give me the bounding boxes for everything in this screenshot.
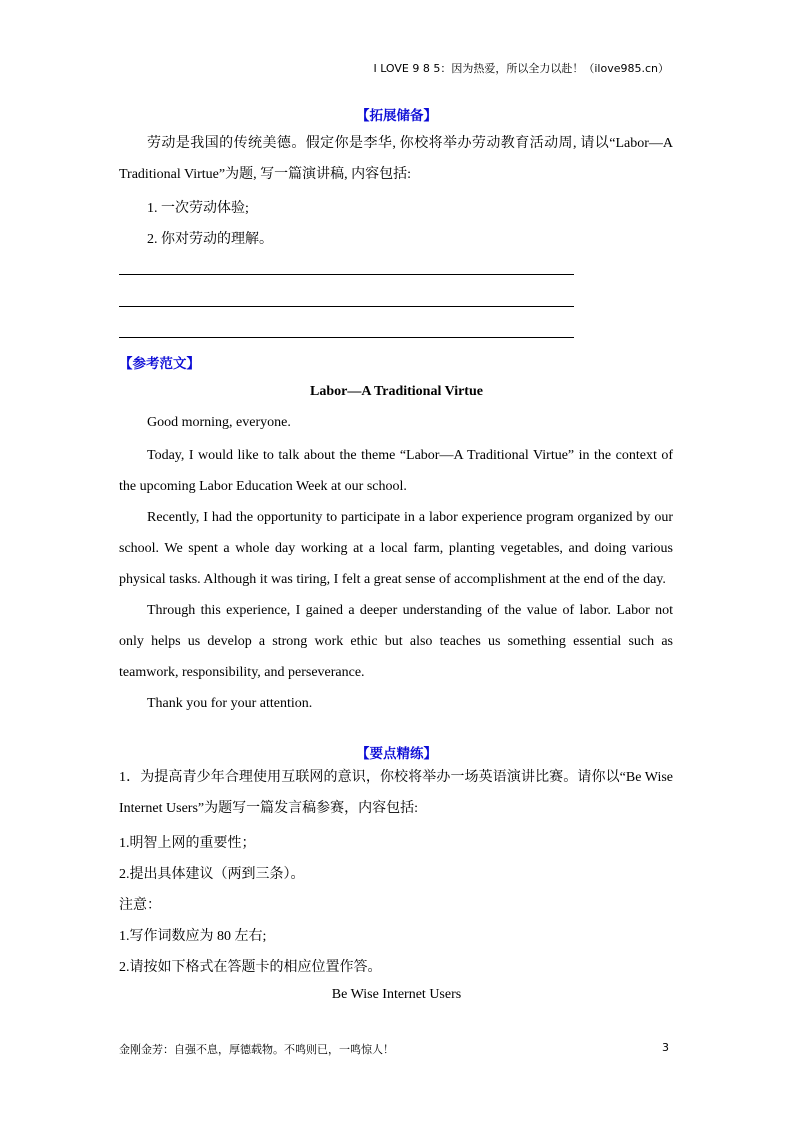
practice-item-2: 2.提出具体建议（两到三条）。 (119, 867, 305, 882)
essay-paragraph-1: Today, I would like to talk about the theme “Labor—A Traditional Virtue” in the context of the upcoming Labor Education Week at our school. (119, 448, 673, 494)
answer-line (119, 306, 574, 307)
reference-essay-label: 【参考范文】 (119, 356, 200, 372)
answer-line (119, 337, 574, 338)
writing-prompt: 劳动是我国的传统美德。假定你是李华, 你校将举办劳动教育活动周, 请以“Labor—A Traditional Virtue”为题, 写一篇演讲稿, 内容包括: (119, 136, 673, 182)
page-header: I LOVE 9 8 5：因为热爱，所以全力以赴！（ilove985.cn） (373, 62, 669, 75)
essay-paragraph-2: Recently, I had the opportunity to participate in a labor experience program organized by our school. We spent a whole day working at a local farm, planting vegetables, and doing various physical tasks. Although it was tiring, I felt a great sense of accomplishment at the end of the day. (119, 510, 673, 587)
section-title-practice: 【要点精练】 (356, 746, 437, 762)
essay-greeting: Good morning, everyone. (147, 415, 291, 430)
practice-question: 1．为提高青少年合理使用互联网的意识，你校将举办一场英语演讲比赛。请你以“Be Wise Internet Users”为题写一篇发言稿参赛，内容包括: (119, 770, 673, 816)
essay-title: Labor—A Traditional Virtue (310, 384, 483, 399)
practice-item-1: 1.明智上网的重要性； (119, 836, 256, 851)
answer-line (119, 274, 574, 275)
prompt-item-1: 1. 一次劳动体验; (147, 201, 249, 216)
note-1: 1.写作词数应为 80 左右; (119, 929, 267, 944)
essay-closing: Thank you for your attention. (147, 696, 313, 711)
prompt-item-2: 2. 你对劳动的理解。 (147, 232, 273, 247)
notes-label: 注意： (119, 898, 161, 913)
practice-essay-title: Be Wise Internet Users (331, 987, 462, 1002)
section-title-expansion: 【拓展储备】 (356, 108, 437, 124)
note-2: 2.请按如下格式在答题卡的相应位置作答。 (119, 960, 382, 975)
essay-paragraph-3: Through this experience, I gained a deeper understanding of the value of labor. Labor not only helps us develop a strong work ethic but also teaches us something essential such as teamwork, responsibility, and perseverance. (119, 603, 673, 680)
footer-motto: 金刚金芳：自强不息，厚德载物。不鸣则已，一鸣惊人！ (119, 1043, 394, 1056)
page-number: 3 (662, 1041, 669, 1054)
